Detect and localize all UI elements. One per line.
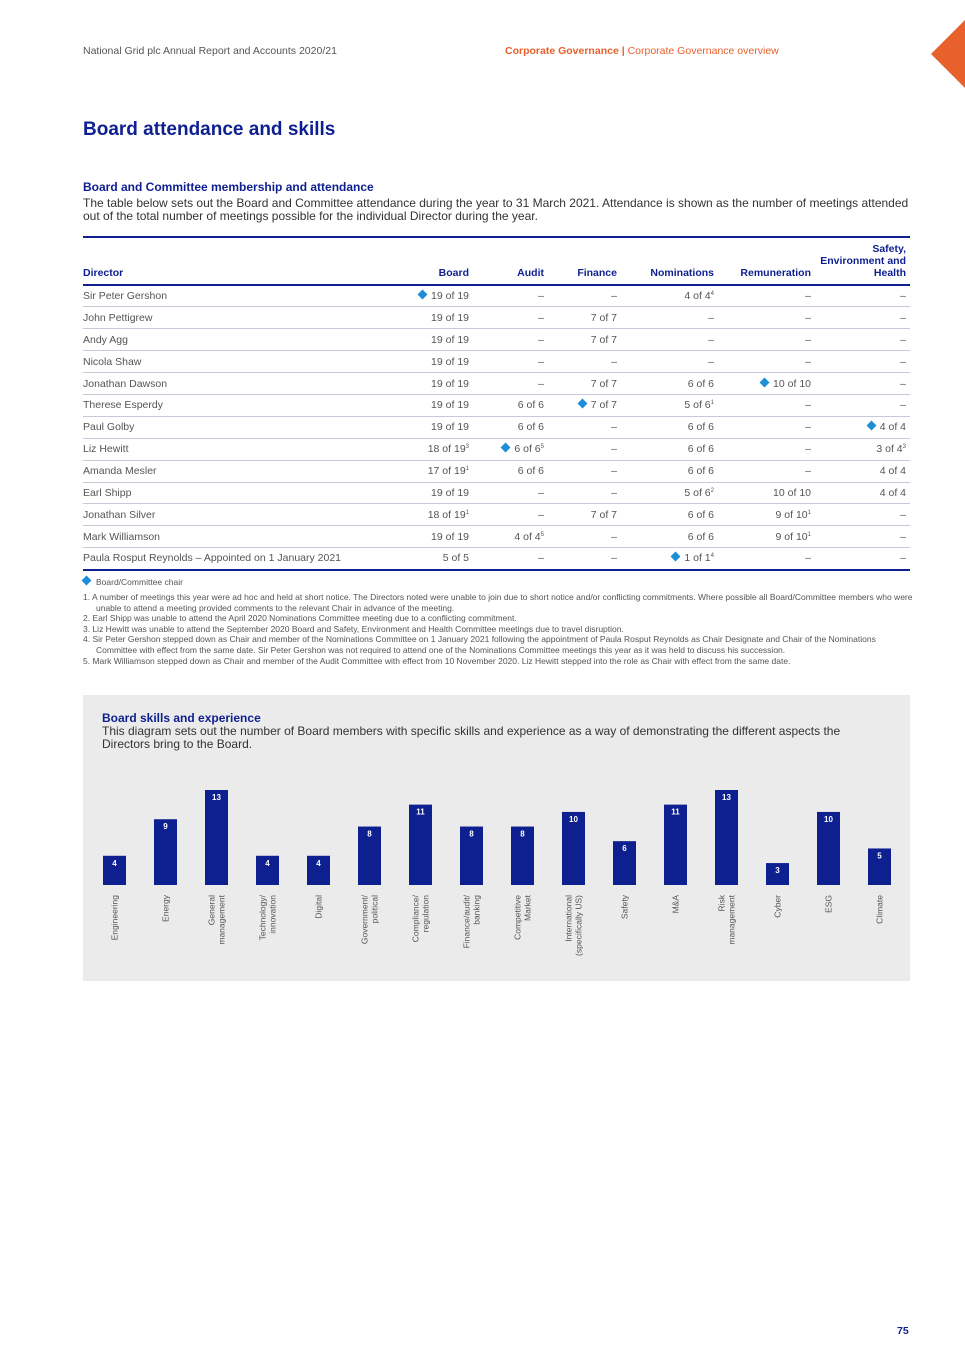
attendance-value: 5 of 5	[442, 552, 469, 565]
category-label-line: regulation	[420, 895, 431, 933]
attendance-cell	[621, 329, 718, 351]
attendance-value: 4 of 4	[879, 465, 906, 478]
category-label	[360, 894, 380, 944]
attendance-cell	[413, 548, 473, 570]
category-label	[110, 895, 120, 941]
chair-diamond-icon	[577, 399, 587, 409]
attendance-cell	[548, 329, 621, 351]
attendance-cell	[413, 460, 473, 482]
attendance-cell	[815, 526, 910, 548]
attendance-value: –	[708, 311, 714, 324]
table-row	[83, 438, 910, 460]
attendance-cell	[621, 526, 718, 548]
attendance-value: 19 of 19	[431, 486, 469, 499]
bar	[205, 790, 228, 885]
category-label	[875, 895, 885, 924]
footnote-ref: 1	[465, 466, 469, 473]
category-label-line: Technology/	[257, 895, 268, 941]
category-label-line: Government/	[359, 895, 370, 945]
attendance-cell	[548, 482, 621, 504]
category-label-line: Engineering	[109, 895, 120, 941]
skills-title: Board skills and experience	[102, 711, 261, 725]
legend-label: Board/Committee chair	[96, 577, 183, 587]
attendance-value: 19 of 19	[431, 530, 469, 543]
attendance-value: 10 of 10	[773, 486, 811, 499]
breadcrumb-separator: |	[618, 45, 628, 57]
attendance-cell	[815, 416, 910, 438]
attendance-value: –	[611, 530, 617, 543]
director-name: Sir Peter Gershon	[83, 285, 413, 307]
attendance-table	[83, 236, 910, 571]
category-label-line: M&A	[670, 895, 681, 914]
bar-value-label: 11	[416, 807, 425, 817]
director-name: John Pettigrew	[83, 307, 413, 329]
attendance-cell	[473, 548, 548, 570]
chair-diamond-icon	[866, 421, 876, 431]
column-header: Nominations	[621, 237, 718, 285]
category-label	[513, 894, 533, 940]
director-name: Jonathan Dawson	[83, 373, 413, 395]
attendance-value: 17 of 19	[427, 465, 466, 478]
attendance-value: –	[900, 552, 906, 565]
attendance-value: 19 of 19	[431, 421, 469, 434]
attendance-value: 6 of 6	[517, 421, 544, 434]
attendance-value: –	[805, 443, 811, 456]
director-name: Andy Agg	[83, 329, 413, 351]
attendance-value: –	[611, 465, 617, 478]
attendance-cell	[815, 329, 910, 351]
attendance-value: 6 of 6	[687, 421, 714, 434]
table-row	[83, 394, 910, 416]
category-label-line: Risk	[716, 895, 727, 912]
attendance-value: 4 of 4	[879, 421, 906, 434]
attendance-cell	[718, 416, 815, 438]
table-row	[83, 373, 910, 395]
bar	[409, 805, 432, 885]
section-name: Corporate Governance	[505, 45, 619, 57]
category-label	[314, 895, 324, 919]
footnote-ref: 4	[710, 553, 714, 560]
page-number: 75	[897, 1325, 909, 1337]
attendance-cell	[413, 482, 473, 504]
chair-legend	[83, 577, 183, 587]
chair-diamond-icon	[671, 552, 681, 562]
column-header: Audit	[473, 237, 548, 285]
column-header: Safety, Environment and Health	[815, 237, 910, 285]
category-label-line: Climate	[874, 895, 885, 924]
attendance-cell	[815, 373, 910, 395]
category-label-line: Market	[522, 895, 533, 921]
attendance-value: –	[805, 552, 811, 565]
attendance-value: 4 of 4	[514, 530, 541, 543]
report-title: National Grid plc Annual Report and Accounts 2020/21	[83, 45, 337, 57]
table-row	[83, 416, 910, 438]
attendance-value: 6 of 6	[687, 377, 714, 390]
category-label-line: Competitive	[512, 895, 523, 940]
table-row	[83, 460, 910, 482]
bar-value-label: 11	[671, 807, 680, 817]
attendance-cell	[548, 416, 621, 438]
footnote-ref: 1	[710, 400, 714, 407]
bar-value-label: 13	[722, 793, 731, 802]
attendance-value: –	[805, 311, 811, 324]
attendance-table-title: Board and Committee membership and attendance	[83, 180, 374, 194]
attendance-value: 18 of 19	[427, 508, 466, 521]
chair-diamond-icon	[82, 576, 92, 586]
attendance-cell	[718, 394, 815, 416]
attendance-cell	[413, 285, 473, 307]
attendance-cell	[815, 285, 910, 307]
attendance-value: –	[538, 486, 544, 499]
attendance-cell	[621, 285, 718, 307]
director-name: Mark Williamson	[83, 526, 413, 548]
attendance-value: –	[900, 508, 906, 521]
bar-value-label: 10	[569, 814, 578, 824]
attendance-value: –	[805, 290, 811, 303]
table-row	[83, 482, 910, 504]
attendance-cell	[621, 548, 718, 570]
column-header: Director	[83, 237, 413, 285]
attendance-cell	[815, 351, 910, 373]
category-label-line: Digital	[313, 895, 324, 919]
attendance-value: –	[805, 333, 811, 346]
footnote-ref: 3	[465, 444, 469, 451]
attendance-cell	[413, 307, 473, 329]
attendance-cell	[621, 351, 718, 373]
chair-diamond-icon	[501, 443, 511, 453]
attendance-cell	[413, 438, 473, 460]
category-label	[773, 895, 783, 918]
attendance-cell	[548, 438, 621, 460]
attendance-cell	[473, 526, 548, 548]
attendance-cell	[413, 329, 473, 351]
category-label	[411, 894, 431, 942]
category-label	[620, 894, 630, 919]
director-name: Paula Rosput Reynolds – Appointed on 1 January 2021	[83, 548, 413, 570]
attendance-value: 4 of 4	[684, 290, 711, 303]
attendance-cell	[548, 285, 621, 307]
attendance-value: 9 of 10	[775, 508, 808, 521]
attendance-cell	[473, 307, 548, 329]
attendance-cell	[815, 307, 910, 329]
attendance-value: –	[538, 355, 544, 368]
attendance-value: –	[538, 377, 544, 390]
attendance-value: 3 of 4	[876, 443, 903, 456]
attendance-cell	[473, 504, 548, 526]
attendance-cell	[815, 438, 910, 460]
attendance-value: 9 of 10	[775, 530, 808, 543]
attendance-value: –	[900, 290, 906, 303]
attendance-cell	[548, 460, 621, 482]
attendance-value: 19 of 19	[431, 311, 469, 324]
attendance-value: 6 of 6	[517, 465, 544, 478]
attendance-cell	[473, 482, 548, 504]
attendance-value: 19 of 19	[431, 399, 469, 412]
attendance-value: –	[805, 465, 811, 478]
attendance-cell	[621, 373, 718, 395]
attendance-value: –	[611, 552, 617, 565]
attendance-value: –	[611, 443, 617, 456]
footnote: 4. Sir Peter Gershon stepped down as Chair and member of the Nominations Committee on 1 January 2021 following the appointment of Paula Rosput Reynolds as Chair Designate and Chair of the Nominations Committee with effect from the same date. Sir Peter Gershon was not required to attend one of the Nominations Committee meetings this year as it was held to discuss his succession.	[83, 634, 876, 655]
category-label-line: political	[369, 895, 380, 924]
footnote-ref: 2	[710, 487, 714, 494]
category-label	[462, 894, 482, 948]
attendance-cell	[621, 416, 718, 438]
attendance-cell	[718, 438, 815, 460]
category-label-line: Cyber	[772, 895, 783, 918]
attendance-cell	[473, 416, 548, 438]
attendance-value: –	[900, 355, 906, 368]
attendance-value: 10 of 10	[773, 377, 811, 390]
attendance-cell	[413, 351, 473, 373]
attendance-cell	[815, 482, 910, 504]
director-name: Paul Golby	[83, 416, 413, 438]
attendance-value: –	[538, 333, 544, 346]
attendance-cell	[473, 285, 548, 307]
attendance-value: –	[538, 508, 544, 521]
corner-tab-decoration	[931, 20, 965, 88]
bar-value-label: 8	[520, 829, 525, 839]
attendance-value: 6 of 6	[514, 443, 541, 456]
bar-value-label: 4	[265, 858, 270, 868]
page-title: Board attendance and skills	[83, 119, 336, 140]
footnotes	[83, 592, 913, 666]
skills-panel	[83, 695, 910, 981]
attendance-value: 6 of 6	[687, 508, 714, 521]
attendance-cell	[815, 504, 910, 526]
attendance-cell	[548, 307, 621, 329]
category-label-line: Safety	[619, 895, 630, 920]
director-name: Jonathan Silver	[83, 504, 413, 526]
table-row	[83, 526, 910, 548]
chair-diamond-icon	[418, 290, 428, 300]
category-label-line: Energy	[160, 895, 171, 922]
attendance-cell	[815, 394, 910, 416]
bar-value-label: 13	[212, 793, 221, 802]
attendance-value: 6 of 6	[687, 443, 714, 456]
attendance-cell	[621, 482, 718, 504]
attendance-cell	[548, 373, 621, 395]
attendance-cell	[473, 394, 548, 416]
category-label-line: General	[206, 895, 217, 926]
table-row	[83, 504, 910, 526]
attendance-cell	[413, 526, 473, 548]
attendance-header-row	[83, 237, 910, 285]
attendance-value: 19 of 19	[431, 290, 469, 303]
footnote-ref: 5	[540, 444, 544, 451]
attendance-cell	[718, 460, 815, 482]
section-breadcrumb	[505, 45, 779, 57]
category-label-line: management	[216, 895, 227, 945]
category-label	[258, 894, 278, 940]
attendance-value: –	[611, 421, 617, 434]
attendance-cell	[718, 526, 815, 548]
category-label	[717, 894, 737, 944]
category-label-line: ESG	[823, 895, 834, 913]
column-header: Board	[413, 237, 473, 285]
column-header: Finance	[548, 237, 621, 285]
director-name: Therese Esperdy	[83, 394, 413, 416]
category-label-line: (specifically US)	[573, 895, 584, 956]
attendance-value: 7 of 7	[590, 508, 617, 521]
category-label-line: innovation	[267, 895, 278, 934]
attendance-cell	[621, 438, 718, 460]
attendance-cell	[473, 438, 548, 460]
attendance-intro: The table below sets out the Board and Committee attendance during the year to 31 March 2021. Attendance is shown as the number of meetings attended out of the total number of meetings possible for the individual Director during the year.	[83, 196, 909, 223]
footnote-ref: 4	[710, 291, 714, 298]
attendance-cell	[815, 460, 910, 482]
bar-value-label: 9	[163, 822, 168, 832]
category-label-line: management	[726, 895, 737, 945]
attendance-value: –	[538, 311, 544, 324]
attendance-value: 5 of 6	[684, 486, 711, 499]
category-label	[671, 895, 681, 914]
attendance-cell	[548, 548, 621, 570]
attendance-value: 7 of 7	[590, 333, 617, 346]
category-label-line: International	[563, 895, 574, 942]
attendance-value: 7 of 7	[590, 377, 617, 390]
category-label	[824, 895, 834, 913]
attendance-cell	[718, 307, 815, 329]
attendance-value: –	[900, 399, 906, 412]
attendance-cell	[413, 504, 473, 526]
attendance-value: 6 of 6	[517, 399, 544, 412]
attendance-cell	[548, 526, 621, 548]
attendance-cell	[413, 416, 473, 438]
bar-value-label: 8	[469, 829, 474, 839]
bar-value-label: 3	[775, 866, 780, 876]
attendance-value: 5 of 6	[684, 399, 711, 412]
bar	[664, 805, 687, 885]
attendance-cell	[413, 394, 473, 416]
attendance-cell	[548, 351, 621, 373]
attendance-value: 6 of 6	[687, 530, 714, 543]
footnote-ref: 1	[807, 509, 811, 516]
chair-diamond-icon	[760, 377, 770, 387]
attendance-value: –	[900, 530, 906, 543]
director-name: Nicola Shaw	[83, 351, 413, 373]
bar-value-label: 8	[367, 829, 372, 839]
attendance-table-body	[83, 285, 910, 570]
attendance-value: –	[708, 355, 714, 368]
attendance-cell	[718, 504, 815, 526]
attendance-cell	[413, 373, 473, 395]
footnote: 2. Earl Shipp was unable to attend the April 2020 Nominations Committee meeting due to a conflicting commitment.	[83, 613, 517, 624]
attendance-value: –	[708, 333, 714, 346]
attendance-value: 4 of 4	[879, 486, 906, 499]
attendance-value: –	[900, 377, 906, 390]
director-name: Amanda Mesler	[83, 460, 413, 482]
footnote-ref: 1	[465, 509, 469, 516]
director-name: Earl Shipp	[83, 482, 413, 504]
attendance-value: 7 of 7	[590, 399, 617, 412]
attendance-cell	[548, 504, 621, 526]
bar-value-label: 6	[622, 844, 627, 854]
attendance-value: 18 of 19	[427, 443, 466, 456]
bar-value-label: 5	[877, 851, 882, 861]
table-row	[83, 307, 910, 329]
attendance-cell	[473, 351, 548, 373]
attendance-cell	[621, 460, 718, 482]
attendance-value: 7 of 7	[590, 311, 617, 324]
attendance-cell	[718, 548, 815, 570]
footnote-ref: 5	[540, 531, 544, 538]
attendance-value: –	[611, 290, 617, 303]
attendance-cell	[621, 307, 718, 329]
table-row	[83, 285, 910, 307]
attendance-cell	[718, 329, 815, 351]
attendance-value: 19 of 19	[431, 377, 469, 390]
column-header: Remuneration	[718, 237, 815, 285]
attendance-cell	[473, 329, 548, 351]
attendance-value: –	[538, 290, 544, 303]
attendance-value: 19 of 19	[431, 355, 469, 368]
table-row	[83, 329, 910, 351]
bar-value-label: 4	[112, 858, 117, 868]
category-label-line: banking	[471, 895, 482, 925]
attendance-value: 19 of 19	[431, 333, 469, 346]
bar-value-label: 4	[316, 858, 321, 868]
table-row	[83, 548, 910, 570]
category-label	[564, 895, 584, 956]
attendance-value: –	[611, 486, 617, 499]
attendance-value: –	[900, 311, 906, 324]
attendance-cell	[718, 285, 815, 307]
attendance-cell	[548, 394, 621, 416]
category-label-line: Finance/audit/	[461, 895, 472, 949]
footnote: 5. Mark Williamson stepped down as Chair and member of the Audit Committee with effect from 10 November 2020. Liz Hewitt stepped into the role as Chair with effect from the same date.	[83, 655, 791, 666]
attendance-value: –	[538, 552, 544, 565]
attendance-value: –	[805, 399, 811, 412]
footnote: 1. A number of meetings this year were ad hoc and held at short notice. The Directors noted were unable to join due to short notice and/or conflicting commitments. Where possible all Board/Committee members who were unable to attend a meeting provided comments to the relevant Chair in advance of the meeting.	[83, 592, 913, 613]
bar-value-label: 10	[824, 814, 833, 824]
attendance-cell	[621, 504, 718, 526]
category-label-line: Compliance/	[410, 895, 421, 943]
attendance-cell	[815, 548, 910, 570]
attendance-value: –	[805, 421, 811, 434]
attendance-cell	[473, 373, 548, 395]
category-label	[207, 894, 227, 944]
attendance-cell	[718, 482, 815, 504]
bar	[715, 790, 738, 885]
director-name: Liz Hewitt	[83, 438, 413, 460]
footnote-ref: 3	[902, 444, 906, 451]
table-row	[83, 351, 910, 373]
attendance-value: 6 of 6	[687, 465, 714, 478]
attendance-cell	[718, 351, 815, 373]
attendance-cell	[473, 460, 548, 482]
attendance-cell	[718, 373, 815, 395]
subsection-name: Corporate Governance overview	[627, 45, 779, 57]
attendance-value: 1 of 1	[684, 552, 711, 565]
category-label	[161, 894, 171, 922]
footnote: 3. Liz Hewitt was unable to attend the September 2020 Board and Safety, Environment and Health Committee meetings due to travel disruption.	[83, 623, 624, 634]
attendance-value: –	[805, 355, 811, 368]
footnote-ref: 1	[807, 531, 811, 538]
attendance-cell	[621, 394, 718, 416]
attendance-value: –	[611, 355, 617, 368]
attendance-value: –	[900, 333, 906, 346]
skills-intro: This diagram sets out the number of Board members with specific skills and experience as a way of demonstrating the different aspects the Directors bring to the Board.	[102, 724, 841, 751]
